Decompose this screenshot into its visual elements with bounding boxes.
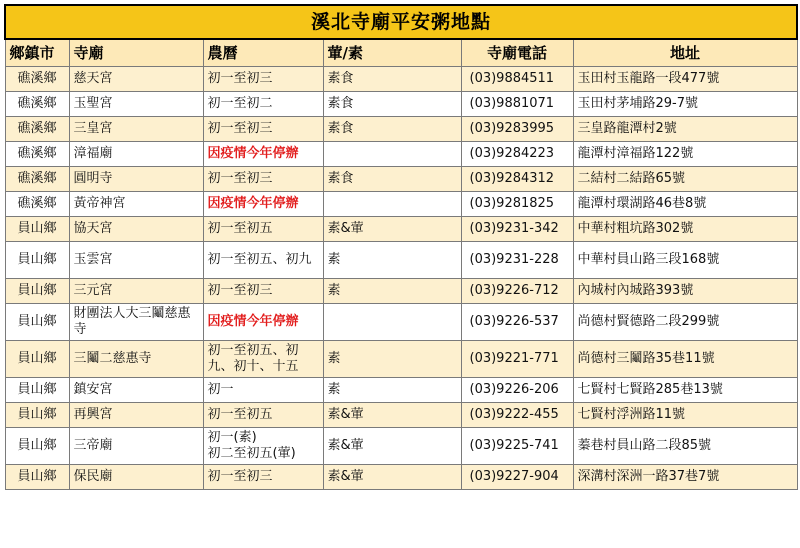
- cell-lunar: 初一至初三: [203, 465, 323, 490]
- cell-temple: 協天宮: [69, 217, 203, 242]
- table-row: [5, 304, 797, 341]
- cell-temple: 三帝廟: [69, 428, 203, 465]
- cell-lunar: 初一至初五: [203, 217, 323, 242]
- header-address: 地址: [573, 39, 797, 67]
- cell-town: 礁溪鄉: [5, 67, 69, 92]
- cell-address: 蓁巷村員山路二段85號: [573, 428, 797, 465]
- cell-town: 礁溪鄉: [5, 142, 69, 167]
- cell-food: 素: [323, 279, 461, 304]
- table-row: [5, 403, 797, 428]
- table-title: 溪北寺廟平安粥地點: [5, 5, 797, 39]
- cell-phone: (03)9284312: [461, 167, 573, 192]
- cell-address: 尚德村三鬮路35巷11號: [573, 341, 797, 378]
- cell-temple: 三皇宮: [69, 117, 203, 142]
- cell-town: 礁溪鄉: [5, 117, 69, 142]
- cell-lunar: 初一至初五: [203, 403, 323, 428]
- header-temple: 寺廟: [69, 39, 203, 67]
- cell-town: 員山鄉: [5, 304, 69, 341]
- cell-food: 素: [323, 341, 461, 378]
- cell-temple: 三元宮: [69, 279, 203, 304]
- table-row: [5, 192, 797, 217]
- cell-temple: 財團法人大三鬮慈惠寺: [69, 304, 203, 341]
- cell-temple: 三鬮二慈惠寺: [69, 341, 203, 378]
- cell-lunar: 因疫情今年停辦: [203, 304, 323, 341]
- header-row: [5, 39, 797, 67]
- cell-lunar: 初一至初五、初九: [203, 242, 323, 279]
- table-row: [5, 242, 797, 279]
- cell-phone: (03)9881071: [461, 92, 573, 117]
- cell-phone: (03)9226-206: [461, 378, 573, 403]
- cell-town: 員山鄉: [5, 341, 69, 378]
- cell-address: 中華村員山路三段168號: [573, 242, 797, 279]
- cell-lunar: 初一(素) 初二至初五(葷): [203, 428, 323, 465]
- cell-phone: (03)9225-741: [461, 428, 573, 465]
- cell-temple: 圓明寺: [69, 167, 203, 192]
- cell-lunar: 因疫情今年停辦: [203, 142, 323, 167]
- table-row: [5, 217, 797, 242]
- cell-food: 素&葷: [323, 403, 461, 428]
- cell-address: 三皇路龍潭村2號: [573, 117, 797, 142]
- cell-lunar: 初一至初三: [203, 279, 323, 304]
- cell-town: 員山鄉: [5, 428, 69, 465]
- cell-phone: (03)9227-904: [461, 465, 573, 490]
- cell-temple: 玉聖宮: [69, 92, 203, 117]
- cell-town: 員山鄉: [5, 403, 69, 428]
- cell-lunar: 因疫情今年停辦: [203, 192, 323, 217]
- cell-food: 素食: [323, 67, 461, 92]
- cell-address: 龍潭村環湖路46巷8號: [573, 192, 797, 217]
- cell-phone: (03)9281825: [461, 192, 573, 217]
- cell-town: 員山鄉: [5, 465, 69, 490]
- cell-town: 礁溪鄉: [5, 192, 69, 217]
- cell-food: 素&葷: [323, 217, 461, 242]
- cell-food: 素&葷: [323, 428, 461, 465]
- cell-town: 員山鄉: [5, 217, 69, 242]
- header-food: 葷/素: [323, 39, 461, 67]
- cell-food: [323, 142, 461, 167]
- cell-food: [323, 192, 461, 217]
- cell-phone: (03)9884511: [461, 67, 573, 92]
- cell-address: 龍潭村漳福路122號: [573, 142, 797, 167]
- cell-food: 素: [323, 242, 461, 279]
- table-row: [5, 167, 797, 192]
- cell-address: 深溝村深洲一路37巷7號: [573, 465, 797, 490]
- table-row: [5, 67, 797, 92]
- cell-address: 二結村二結路65號: [573, 167, 797, 192]
- table-row: [5, 341, 797, 378]
- table-row: [5, 378, 797, 403]
- header-phone: 寺廟電話: [461, 39, 573, 67]
- table-row: [5, 279, 797, 304]
- header-town: 鄉鎮市: [5, 39, 69, 67]
- cell-phone: (03)9226-537: [461, 304, 573, 341]
- table-row: [5, 142, 797, 167]
- table-row: [5, 92, 797, 117]
- cell-temple: 保民廟: [69, 465, 203, 490]
- cell-lunar: 初一: [203, 378, 323, 403]
- cell-town: 員山鄉: [5, 242, 69, 279]
- cell-phone: (03)9226-712: [461, 279, 573, 304]
- cell-food: 素食: [323, 117, 461, 142]
- table-row: [5, 465, 797, 490]
- cell-lunar: 初一至初三: [203, 117, 323, 142]
- cell-temple: 黃帝神宮: [69, 192, 203, 217]
- temple-porridge-table-container: [4, 4, 796, 490]
- cell-food: 素&葷: [323, 465, 461, 490]
- cell-address: 玉田村茅埔路29-7號: [573, 92, 797, 117]
- cell-address: 內城村內城路393號: [573, 279, 797, 304]
- table-row: [5, 117, 797, 142]
- cell-address: 玉田村玉龍路一段477號: [573, 67, 797, 92]
- cell-temple: 玉雲宮: [69, 242, 203, 279]
- header-lunar: 農曆: [203, 39, 323, 67]
- cell-phone: (03)9231-228: [461, 242, 573, 279]
- cell-temple: 漳福廟: [69, 142, 203, 167]
- cell-address: 中華村粗坑路302號: [573, 217, 797, 242]
- cell-phone: (03)9221-771: [461, 341, 573, 378]
- cell-temple: 慈天宮: [69, 67, 203, 92]
- cell-address: 七賢村浮洲路11號: [573, 403, 797, 428]
- cell-town: 礁溪鄉: [5, 167, 69, 192]
- cell-lunar: 初一至初五、初九、初十、十五: [203, 341, 323, 378]
- cell-food: [323, 304, 461, 341]
- cell-phone: (03)9231-342: [461, 217, 573, 242]
- cell-lunar: 初一至初二: [203, 92, 323, 117]
- table-body: [5, 67, 797, 490]
- cell-phone: (03)9283995: [461, 117, 573, 142]
- cell-lunar: 初一至初三: [203, 167, 323, 192]
- cell-town: 礁溪鄉: [5, 92, 69, 117]
- cell-town: 員山鄉: [5, 378, 69, 403]
- cell-food: 素: [323, 378, 461, 403]
- cell-address: 尚德村賢德路二段299號: [573, 304, 797, 341]
- cell-food: 素食: [323, 92, 461, 117]
- cell-lunar: 初一至初三: [203, 67, 323, 92]
- cell-temple: 鎮安宮: [69, 378, 203, 403]
- cell-temple: 再興宮: [69, 403, 203, 428]
- cell-address: 七賢村七賢路285巷13號: [573, 378, 797, 403]
- cell-phone: (03)9284223: [461, 142, 573, 167]
- cell-phone: (03)9222-455: [461, 403, 573, 428]
- cell-town: 員山鄉: [5, 279, 69, 304]
- temple-porridge-table: [4, 4, 798, 490]
- table-row: [5, 428, 797, 465]
- cell-food: 素食: [323, 167, 461, 192]
